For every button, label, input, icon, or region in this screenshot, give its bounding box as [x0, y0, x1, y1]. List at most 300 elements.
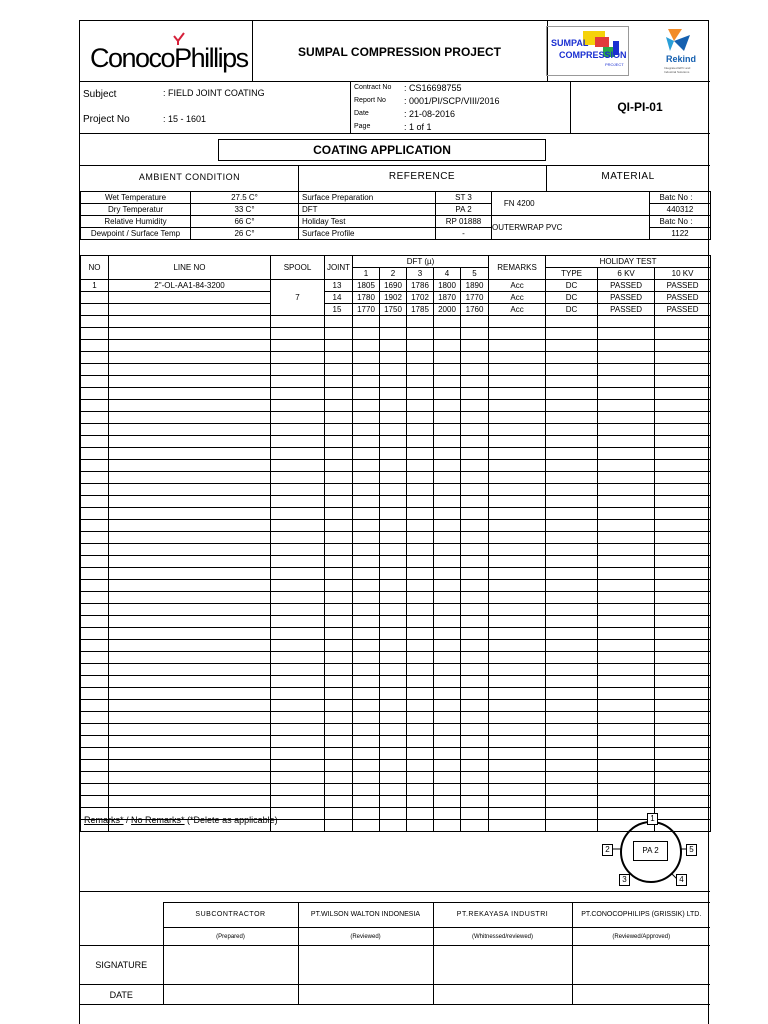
empty-cell[interactable]: [353, 496, 380, 508]
empty-cell[interactable]: [598, 508, 655, 520]
empty-cell[interactable]: [271, 544, 325, 556]
empty-cell[interactable]: [546, 472, 598, 484]
empty-cell[interactable]: [598, 796, 655, 808]
empty-cell[interactable]: [353, 664, 380, 676]
empty-cell[interactable]: [325, 640, 353, 652]
empty-cell[interactable]: [461, 520, 489, 532]
empty-cell[interactable]: [353, 436, 380, 448]
empty-cell[interactable]: [271, 640, 325, 652]
empty-cell[interactable]: [655, 640, 711, 652]
empty-cell[interactable]: [407, 364, 434, 376]
empty-cell[interactable]: [461, 772, 489, 784]
empty-cell[interactable]: [353, 388, 380, 400]
empty-cell[interactable]: [407, 676, 434, 688]
empty-cell[interactable]: [434, 580, 461, 592]
empty-cell[interactable]: [109, 652, 271, 664]
empty-cell[interactable]: [380, 352, 407, 364]
empty-cell[interactable]: [489, 508, 546, 520]
empty-cell[interactable]: [546, 652, 598, 664]
empty-cell[interactable]: [598, 760, 655, 772]
empty-cell[interactable]: [546, 400, 598, 412]
empty-cell[interactable]: [434, 724, 461, 736]
empty-cell[interactable]: [546, 460, 598, 472]
empty-cell[interactable]: [325, 532, 353, 544]
empty-cell[interactable]: [380, 688, 407, 700]
empty-cell[interactable]: [325, 460, 353, 472]
empty-cell[interactable]: [655, 580, 711, 592]
empty-cell[interactable]: [546, 412, 598, 424]
empty-cell[interactable]: [598, 532, 655, 544]
empty-cell[interactable]: [461, 820, 489, 832]
empty-cell[interactable]: [380, 640, 407, 652]
empty-cell[interactable]: [380, 448, 407, 460]
empty-cell[interactable]: [380, 760, 407, 772]
empty-cell[interactable]: [325, 652, 353, 664]
empty-cell[interactable]: [461, 316, 489, 328]
empty-cell[interactable]: [109, 328, 271, 340]
empty-cell[interactable]: [655, 592, 711, 604]
empty-cell[interactable]: [81, 448, 109, 460]
empty-cell[interactable]: [81, 316, 109, 328]
empty-cell[interactable]: [81, 388, 109, 400]
empty-cell[interactable]: [353, 784, 380, 796]
empty-cell[interactable]: [407, 628, 434, 640]
empty-cell[interactable]: [325, 760, 353, 772]
empty-cell[interactable]: [271, 664, 325, 676]
empty-cell[interactable]: [407, 796, 434, 808]
empty-cell[interactable]: [461, 592, 489, 604]
empty-cell[interactable]: [489, 376, 546, 388]
empty-cell[interactable]: [434, 796, 461, 808]
empty-cell[interactable]: [546, 580, 598, 592]
empty-cell[interactable]: [598, 652, 655, 664]
empty-cell[interactable]: [81, 712, 109, 724]
empty-cell[interactable]: [598, 748, 655, 760]
empty-cell[interactable]: [598, 352, 655, 364]
empty-cell[interactable]: [461, 748, 489, 760]
empty-cell[interactable]: [489, 460, 546, 472]
empty-cell[interactable]: [598, 544, 655, 556]
empty-cell[interactable]: [407, 736, 434, 748]
empty-cell[interactable]: [598, 772, 655, 784]
empty-cell[interactable]: [81, 700, 109, 712]
empty-cell[interactable]: [353, 772, 380, 784]
empty-cell[interactable]: [489, 700, 546, 712]
empty-cell[interactable]: [325, 544, 353, 556]
empty-cell[interactable]: [81, 520, 109, 532]
empty-cell[interactable]: [546, 772, 598, 784]
no-remarks-option[interactable]: No Remarks*: [131, 815, 185, 825]
empty-cell[interactable]: [407, 556, 434, 568]
empty-cell[interactable]: [353, 796, 380, 808]
empty-cell[interactable]: [546, 520, 598, 532]
empty-cell[interactable]: [380, 712, 407, 724]
empty-cell[interactable]: [434, 616, 461, 628]
empty-cell[interactable]: [380, 784, 407, 796]
empty-cell[interactable]: [271, 688, 325, 700]
empty-cell[interactable]: [407, 760, 434, 772]
empty-cell[interactable]: [655, 364, 711, 376]
empty-cell[interactable]: [598, 568, 655, 580]
empty-cell[interactable]: [489, 772, 546, 784]
empty-cell[interactable]: [81, 772, 109, 784]
empty-cell[interactable]: [546, 604, 598, 616]
empty-cell[interactable]: [598, 628, 655, 640]
empty-cell[interactable]: [109, 664, 271, 676]
empty-cell[interactable]: [489, 820, 546, 832]
empty-cell[interactable]: [461, 724, 489, 736]
empty-cell[interactable]: [380, 328, 407, 340]
empty-cell[interactable]: [353, 640, 380, 652]
empty-cell[interactable]: [434, 568, 461, 580]
empty-cell[interactable]: [655, 568, 711, 580]
empty-cell[interactable]: [109, 712, 271, 724]
empty-cell[interactable]: [546, 316, 598, 328]
empty-cell[interactable]: [380, 412, 407, 424]
empty-cell[interactable]: [461, 340, 489, 352]
empty-cell[interactable]: [598, 688, 655, 700]
empty-cell[interactable]: [407, 784, 434, 796]
empty-cell[interactable]: [325, 424, 353, 436]
empty-cell[interactable]: [598, 484, 655, 496]
empty-cell[interactable]: [353, 628, 380, 640]
empty-cell[interactable]: [81, 592, 109, 604]
empty-cell[interactable]: [489, 676, 546, 688]
empty-cell[interactable]: [271, 748, 325, 760]
empty-cell[interactable]: [380, 544, 407, 556]
empty-cell[interactable]: [271, 724, 325, 736]
empty-cell[interactable]: [109, 340, 271, 352]
empty-cell[interactable]: [81, 580, 109, 592]
empty-cell[interactable]: [380, 676, 407, 688]
empty-cell[interactable]: [81, 484, 109, 496]
empty-cell[interactable]: [109, 424, 271, 436]
empty-cell[interactable]: [434, 760, 461, 772]
empty-cell[interactable]: [434, 808, 461, 820]
empty-cell[interactable]: [380, 616, 407, 628]
empty-cell[interactable]: [325, 340, 353, 352]
empty-cell[interactable]: [353, 688, 380, 700]
empty-cell[interactable]: [353, 568, 380, 580]
empty-cell[interactable]: [81, 556, 109, 568]
empty-cell[interactable]: [109, 700, 271, 712]
empty-cell[interactable]: [598, 460, 655, 472]
empty-cell[interactable]: [380, 340, 407, 352]
empty-cell[interactable]: [598, 676, 655, 688]
empty-cell[interactable]: [546, 532, 598, 544]
empty-cell[interactable]: [81, 568, 109, 580]
empty-cell[interactable]: [598, 412, 655, 424]
signature-cell[interactable]: [433, 946, 572, 985]
empty-cell[interactable]: [271, 808, 325, 820]
empty-cell[interactable]: [489, 496, 546, 508]
empty-cell[interactable]: [434, 544, 461, 556]
empty-cell[interactable]: [655, 796, 711, 808]
empty-cell[interactable]: [81, 364, 109, 376]
date-cell[interactable]: [572, 985, 710, 1005]
empty-cell[interactable]: [461, 532, 489, 544]
empty-cell[interactable]: [655, 664, 711, 676]
empty-cell[interactable]: [380, 460, 407, 472]
empty-cell[interactable]: [353, 748, 380, 760]
empty-cell[interactable]: [81, 748, 109, 760]
empty-cell[interactable]: [598, 664, 655, 676]
empty-cell[interactable]: [380, 664, 407, 676]
empty-cell[interactable]: [271, 532, 325, 544]
empty-cell[interactable]: [81, 460, 109, 472]
empty-cell[interactable]: [546, 352, 598, 364]
empty-cell[interactable]: [546, 616, 598, 628]
empty-cell[interactable]: [655, 652, 711, 664]
empty-cell[interactable]: [380, 520, 407, 532]
empty-cell[interactable]: [461, 388, 489, 400]
empty-cell[interactable]: [489, 748, 546, 760]
empty-cell[interactable]: [489, 388, 546, 400]
empty-cell[interactable]: [489, 568, 546, 580]
empty-cell[interactable]: [655, 412, 711, 424]
empty-cell[interactable]: [81, 652, 109, 664]
empty-cell[interactable]: [546, 808, 598, 820]
empty-cell[interactable]: [546, 340, 598, 352]
empty-cell[interactable]: [81, 496, 109, 508]
empty-cell[interactable]: [598, 640, 655, 652]
empty-cell[interactable]: [407, 472, 434, 484]
empty-cell[interactable]: [271, 784, 325, 796]
empty-cell[interactable]: [353, 820, 380, 832]
empty-cell[interactable]: [434, 484, 461, 496]
empty-cell[interactable]: [489, 640, 546, 652]
empty-cell[interactable]: [81, 352, 109, 364]
empty-cell[interactable]: [325, 784, 353, 796]
empty-cell[interactable]: [407, 712, 434, 724]
empty-cell[interactable]: [434, 736, 461, 748]
empty-cell[interactable]: [461, 568, 489, 580]
empty-cell[interactable]: [461, 508, 489, 520]
empty-cell[interactable]: [81, 628, 109, 640]
empty-cell[interactable]: [325, 436, 353, 448]
empty-cell[interactable]: [489, 472, 546, 484]
empty-cell[interactable]: [461, 712, 489, 724]
empty-cell[interactable]: [380, 568, 407, 580]
empty-cell[interactable]: [407, 688, 434, 700]
empty-cell[interactable]: [546, 544, 598, 556]
empty-cell[interactable]: [325, 664, 353, 676]
empty-cell[interactable]: [489, 604, 546, 616]
empty-cell[interactable]: [461, 448, 489, 460]
empty-cell[interactable]: [434, 436, 461, 448]
empty-cell[interactable]: [109, 580, 271, 592]
empty-cell[interactable]: [353, 520, 380, 532]
empty-cell[interactable]: [353, 352, 380, 364]
empty-cell[interactable]: [109, 556, 271, 568]
empty-cell[interactable]: [489, 580, 546, 592]
empty-cell[interactable]: [434, 748, 461, 760]
empty-cell[interactable]: [353, 580, 380, 592]
empty-cell[interactable]: [109, 604, 271, 616]
empty-cell[interactable]: [598, 376, 655, 388]
empty-cell[interactable]: [271, 328, 325, 340]
empty-cell[interactable]: [325, 412, 353, 424]
empty-cell[interactable]: [655, 316, 711, 328]
empty-cell[interactable]: [461, 640, 489, 652]
empty-cell[interactable]: [380, 592, 407, 604]
empty-cell[interactable]: [546, 556, 598, 568]
empty-cell[interactable]: [489, 628, 546, 640]
empty-cell[interactable]: [655, 436, 711, 448]
empty-cell[interactable]: [325, 676, 353, 688]
empty-cell[interactable]: [598, 424, 655, 436]
empty-cell[interactable]: [407, 520, 434, 532]
empty-cell[interactable]: [109, 736, 271, 748]
empty-cell[interactable]: [434, 448, 461, 460]
empty-cell[interactable]: [655, 712, 711, 724]
empty-cell[interactable]: [434, 712, 461, 724]
empty-cell[interactable]: [461, 628, 489, 640]
empty-cell[interactable]: [109, 484, 271, 496]
empty-cell[interactable]: [434, 664, 461, 676]
empty-cell[interactable]: [380, 652, 407, 664]
empty-cell[interactable]: [655, 472, 711, 484]
empty-cell[interactable]: [461, 736, 489, 748]
empty-cell[interactable]: [655, 784, 711, 796]
empty-cell[interactable]: [461, 700, 489, 712]
empty-cell[interactable]: [271, 412, 325, 424]
empty-cell[interactable]: [407, 568, 434, 580]
empty-cell[interactable]: [407, 724, 434, 736]
empty-cell[interactable]: [461, 328, 489, 340]
empty-cell[interactable]: [407, 508, 434, 520]
empty-cell[interactable]: [325, 688, 353, 700]
empty-cell[interactable]: [81, 532, 109, 544]
empty-cell[interactable]: [598, 604, 655, 616]
empty-cell[interactable]: [353, 472, 380, 484]
empty-cell[interactable]: [489, 328, 546, 340]
empty-cell[interactable]: [461, 400, 489, 412]
empty-cell[interactable]: [81, 724, 109, 736]
empty-cell[interactable]: [546, 760, 598, 772]
empty-cell[interactable]: [380, 364, 407, 376]
empty-cell[interactable]: [434, 352, 461, 364]
empty-cell[interactable]: [271, 616, 325, 628]
empty-cell[interactable]: [546, 820, 598, 832]
empty-cell[interactable]: [407, 748, 434, 760]
remarks-option[interactable]: Remarks*: [84, 815, 124, 825]
empty-cell[interactable]: [407, 808, 434, 820]
empty-cell[interactable]: [407, 496, 434, 508]
empty-cell[interactable]: [598, 340, 655, 352]
empty-cell[interactable]: [407, 316, 434, 328]
empty-cell[interactable]: [546, 508, 598, 520]
empty-cell[interactable]: [380, 628, 407, 640]
empty-cell[interactable]: [380, 316, 407, 328]
empty-cell[interactable]: [546, 712, 598, 724]
empty-cell[interactable]: [655, 736, 711, 748]
empty-cell[interactable]: [271, 712, 325, 724]
empty-cell[interactable]: [461, 352, 489, 364]
empty-cell[interactable]: [325, 736, 353, 748]
signature-cell[interactable]: [572, 946, 710, 985]
empty-cell[interactable]: [81, 400, 109, 412]
empty-cell[interactable]: [461, 496, 489, 508]
empty-cell[interactable]: [81, 544, 109, 556]
empty-cell[interactable]: [380, 424, 407, 436]
empty-cell[interactable]: [489, 556, 546, 568]
empty-cell[interactable]: [81, 328, 109, 340]
empty-cell[interactable]: [434, 496, 461, 508]
empty-cell[interactable]: [353, 592, 380, 604]
empty-cell[interactable]: [353, 724, 380, 736]
empty-cell[interactable]: [407, 412, 434, 424]
empty-cell[interactable]: [489, 364, 546, 376]
empty-cell[interactable]: [353, 652, 380, 664]
empty-cell[interactable]: [109, 400, 271, 412]
empty-cell[interactable]: [380, 532, 407, 544]
empty-cell[interactable]: [109, 760, 271, 772]
empty-cell[interactable]: [434, 472, 461, 484]
empty-cell[interactable]: [546, 376, 598, 388]
empty-cell[interactable]: [271, 796, 325, 808]
empty-cell[interactable]: [380, 508, 407, 520]
empty-cell[interactable]: [434, 520, 461, 532]
empty-cell[interactable]: [109, 388, 271, 400]
empty-cell[interactable]: [271, 592, 325, 604]
empty-cell[interactable]: [325, 328, 353, 340]
empty-cell[interactable]: [407, 340, 434, 352]
empty-cell[interactable]: [434, 508, 461, 520]
empty-cell[interactable]: [434, 652, 461, 664]
empty-cell[interactable]: [546, 736, 598, 748]
empty-cell[interactable]: [546, 796, 598, 808]
empty-cell[interactable]: [546, 724, 598, 736]
empty-cell[interactable]: [655, 400, 711, 412]
empty-cell[interactable]: [271, 364, 325, 376]
empty-cell[interactable]: [598, 328, 655, 340]
empty-cell[interactable]: [325, 376, 353, 388]
empty-cell[interactable]: [655, 616, 711, 628]
empty-cell[interactable]: [655, 388, 711, 400]
empty-cell[interactable]: [271, 604, 325, 616]
empty-cell[interactable]: [325, 808, 353, 820]
empty-cell[interactable]: [546, 484, 598, 496]
empty-cell[interactable]: [109, 508, 271, 520]
empty-cell[interactable]: [109, 412, 271, 424]
empty-cell[interactable]: [271, 760, 325, 772]
empty-cell[interactable]: [655, 340, 711, 352]
empty-cell[interactable]: [109, 376, 271, 388]
empty-cell[interactable]: [407, 460, 434, 472]
empty-cell[interactable]: [271, 628, 325, 640]
empty-cell[interactable]: [380, 724, 407, 736]
empty-cell[interactable]: [489, 448, 546, 460]
empty-cell[interactable]: [353, 556, 380, 568]
empty-cell[interactable]: [461, 652, 489, 664]
empty-cell[interactable]: [461, 664, 489, 676]
empty-cell[interactable]: [546, 664, 598, 676]
empty-cell[interactable]: [655, 460, 711, 472]
empty-cell[interactable]: [489, 532, 546, 544]
empty-cell[interactable]: [461, 376, 489, 388]
empty-cell[interactable]: [489, 784, 546, 796]
empty-cell[interactable]: [407, 652, 434, 664]
empty-cell[interactable]: [271, 772, 325, 784]
empty-cell[interactable]: [434, 784, 461, 796]
empty-cell[interactable]: [380, 796, 407, 808]
date-cell[interactable]: [163, 985, 298, 1005]
empty-cell[interactable]: [655, 628, 711, 640]
empty-cell[interactable]: [353, 616, 380, 628]
empty-cell[interactable]: [461, 412, 489, 424]
empty-cell[interactable]: [325, 520, 353, 532]
